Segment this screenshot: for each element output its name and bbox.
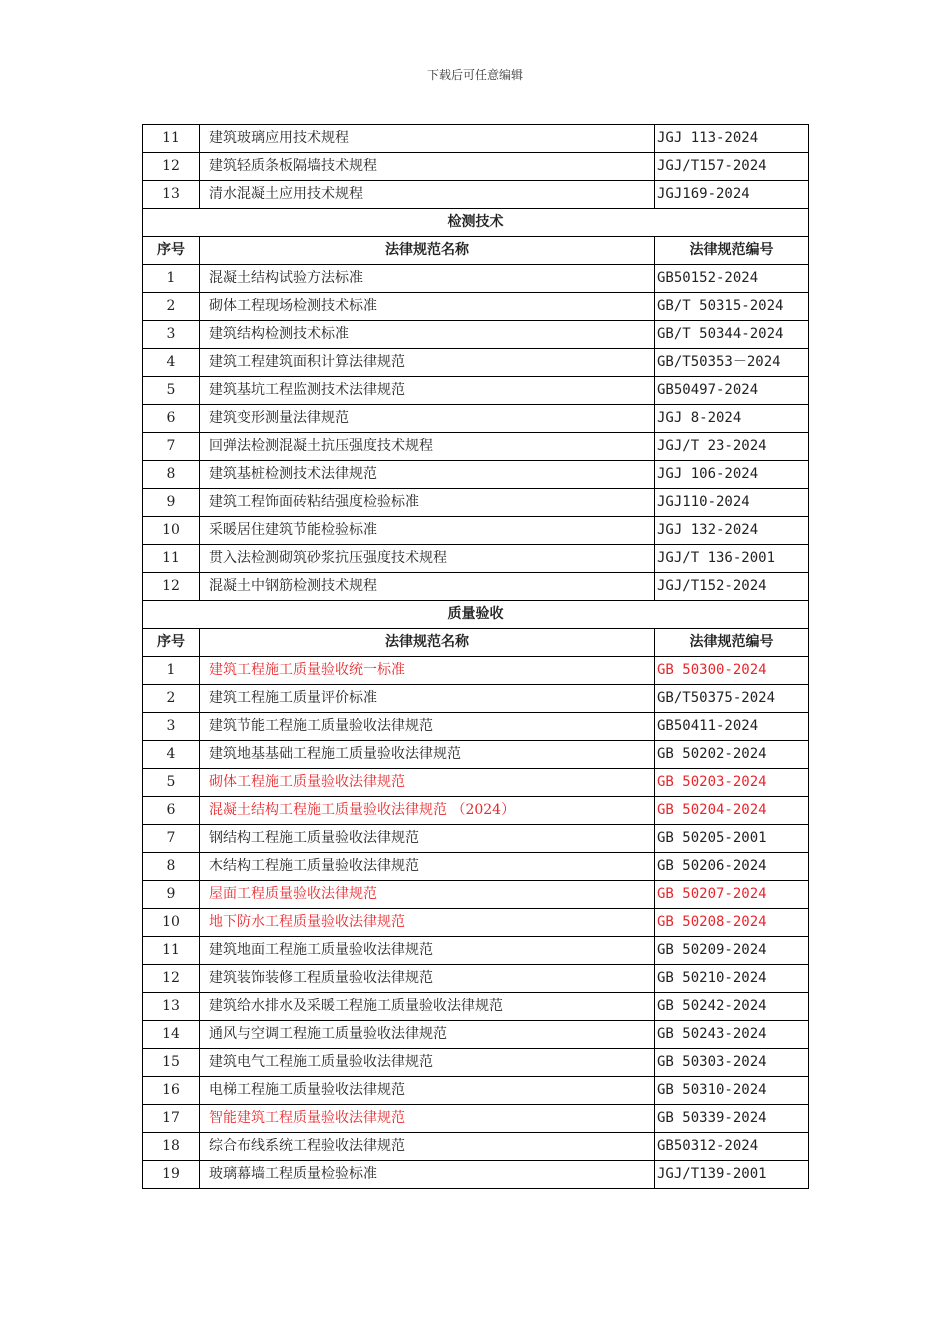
row-number: 16 <box>143 1077 200 1105</box>
standard-code: GB50312-2024 <box>655 1133 809 1161</box>
standard-name: 建筑工程建筑面积计算法律规范 <box>200 349 655 377</box>
table-row <box>143 181 809 209</box>
table-row <box>143 1161 809 1189</box>
standard-name: 通风与空调工程施工质量验收法律规范 <box>200 1021 655 1049</box>
standard-name: 建筑电气工程施工质量验收法律规范 <box>200 1049 655 1077</box>
row-number: 14 <box>143 1021 200 1049</box>
table-row <box>143 405 809 433</box>
standard-code: GB 50205-2001 <box>655 825 809 853</box>
standard-code: GB50497-2024 <box>655 377 809 405</box>
header-code: 法律规范编号 <box>655 237 809 265</box>
row-number: 19 <box>143 1161 200 1189</box>
row-number: 8 <box>143 461 200 489</box>
row-number: 10 <box>143 517 200 545</box>
standard-code: GB/T50375-2024 <box>655 685 809 713</box>
standard-name: 混凝土结构工程施工质量验收法律规范 （2024） <box>200 797 655 825</box>
standard-code: JGJ110-2024 <box>655 489 809 517</box>
row-number: 13 <box>143 181 200 209</box>
standard-name: 建筑基坑工程监测技术法律规范 <box>200 377 655 405</box>
standard-code: GB/T 50344-2024 <box>655 321 809 349</box>
standard-name: 采暖居住建筑节能检验标准 <box>200 517 655 545</box>
standard-code: GB 50208-2024 <box>655 909 809 937</box>
row-number: 3 <box>143 321 200 349</box>
standard-name: 建筑变形测量法律规范 <box>200 405 655 433</box>
standard-code: JGJ/T 136-2001 <box>655 545 809 573</box>
row-number: 4 <box>143 349 200 377</box>
row-number: 6 <box>143 797 200 825</box>
standard-code: GB50152-2024 <box>655 265 809 293</box>
row-number: 11 <box>143 937 200 965</box>
table-row <box>143 1133 809 1161</box>
table-row <box>143 797 809 825</box>
standard-code: GB 50203-2024 <box>655 769 809 797</box>
table-row <box>143 573 809 601</box>
section-title: 质量验收 <box>143 601 809 629</box>
row-number: 6 <box>143 405 200 433</box>
table-row <box>143 125 809 153</box>
standard-name: 建筑地面工程施工质量验收法律规范 <box>200 937 655 965</box>
standard-code: GB 50300-2024 <box>655 657 809 685</box>
table-row <box>143 545 809 573</box>
table-row <box>143 741 809 769</box>
standard-name: 建筑轻质条板隔墙技术规程 <box>200 153 655 181</box>
standards-table <box>142 124 809 1189</box>
standard-name: 建筑节能工程施工质量验收法律规范 <box>200 713 655 741</box>
standard-code: JGJ 8-2024 <box>655 405 809 433</box>
standard-name: 建筑结构检测技术标准 <box>200 321 655 349</box>
standard-name: 电梯工程施工质量验收法律规范 <box>200 1077 655 1105</box>
table-row <box>143 489 809 517</box>
row-number: 12 <box>143 153 200 181</box>
standard-code: GB50411-2024 <box>655 713 809 741</box>
row-number: 2 <box>143 685 200 713</box>
table-row <box>143 349 809 377</box>
standard-code: GB 50243-2024 <box>655 1021 809 1049</box>
standard-name: 建筑地基基础工程施工质量验收法律规范 <box>200 741 655 769</box>
standard-name: 建筑工程施工质量验收统一标准 <box>200 657 655 685</box>
table-row <box>143 937 809 965</box>
standard-code: JGJ/T139-2001 <box>655 1161 809 1189</box>
row-number: 9 <box>143 881 200 909</box>
table-row <box>143 993 809 1021</box>
standard-code: GB 50310-2024 <box>655 1077 809 1105</box>
standard-name: 木结构工程施工质量验收法律规范 <box>200 853 655 881</box>
standard-code: JGJ 106-2024 <box>655 461 809 489</box>
standard-name: 建筑玻璃应用技术规程 <box>200 125 655 153</box>
page-header-note: 下载后可任意编辑 <box>426 68 523 82</box>
standard-name: 综合布线系统工程验收法律规范 <box>200 1133 655 1161</box>
standard-name: 清水混凝土应用技术规程 <box>200 181 655 209</box>
standard-name: 贯入法检测砌筑砂浆抗压强度技术规程 <box>200 545 655 573</box>
table-row <box>143 377 809 405</box>
table-row <box>143 909 809 937</box>
row-number: 5 <box>143 377 200 405</box>
standard-name: 建筑工程施工质量评价标准 <box>200 685 655 713</box>
table-row <box>143 713 809 741</box>
table-row <box>143 293 809 321</box>
table-row <box>143 153 809 181</box>
standard-code: GB 50206-2024 <box>655 853 809 881</box>
standard-code: JGJ 113-2024 <box>655 125 809 153</box>
header-number: 序号 <box>143 629 200 657</box>
standard-name: 建筑基桩检测技术法律规范 <box>200 461 655 489</box>
section-title: 检测技术 <box>143 209 809 237</box>
standard-name: 地下防水工程质量验收法律规范 <box>200 909 655 937</box>
table-row <box>143 517 809 545</box>
standard-code: GB 50242-2024 <box>655 993 809 1021</box>
standard-code: GB 50202-2024 <box>655 741 809 769</box>
standard-name: 屋面工程质量验收法律规范 <box>200 881 655 909</box>
row-number: 8 <box>143 853 200 881</box>
row-number: 12 <box>143 573 200 601</box>
standard-name: 智能建筑工程质量验收法律规范 <box>200 1105 655 1133</box>
table-row <box>143 1049 809 1077</box>
table-row <box>143 685 809 713</box>
standard-code: GB 50207-2024 <box>655 881 809 909</box>
standard-name: 混凝土中钢筋检测技术规程 <box>200 573 655 601</box>
header-number: 序号 <box>143 237 200 265</box>
row-number: 18 <box>143 1133 200 1161</box>
standard-name: 钢结构工程施工质量验收法律规范 <box>200 825 655 853</box>
column-header-row <box>143 237 809 265</box>
standard-code: JGJ169-2024 <box>655 181 809 209</box>
standard-name: 砌体工程现场检测技术标准 <box>200 293 655 321</box>
row-number: 1 <box>143 657 200 685</box>
table-row <box>143 825 809 853</box>
row-number: 5 <box>143 769 200 797</box>
row-number: 15 <box>143 1049 200 1077</box>
table-row <box>143 657 809 685</box>
standard-code: GB 50339-2024 <box>655 1105 809 1133</box>
row-number: 11 <box>143 545 200 573</box>
standard-code: GB 50303-2024 <box>655 1049 809 1077</box>
table-row <box>143 461 809 489</box>
standard-name: 建筑装饰装修工程质量验收法律规范 <box>200 965 655 993</box>
standard-code: GB 50204-2024 <box>655 797 809 825</box>
standard-name: 建筑工程饰面砖粘结强度检验标准 <box>200 489 655 517</box>
section-title-row <box>143 601 809 629</box>
table-row <box>143 1105 809 1133</box>
column-header-row <box>143 629 809 657</box>
standard-code: GB 50209-2024 <box>655 937 809 965</box>
row-number: 7 <box>143 433 200 461</box>
row-number: 9 <box>143 489 200 517</box>
table-row <box>143 1021 809 1049</box>
standard-name: 砌体工程施工质量验收法律规范 <box>200 769 655 797</box>
table-row <box>143 853 809 881</box>
row-number: 17 <box>143 1105 200 1133</box>
standard-code: GB 50210-2024 <box>655 965 809 993</box>
standard-code: JGJ/T157-2024 <box>655 153 809 181</box>
table-row <box>143 321 809 349</box>
header-name: 法律规范名称 <box>200 629 655 657</box>
row-number: 7 <box>143 825 200 853</box>
row-number: 11 <box>143 125 200 153</box>
row-number: 13 <box>143 993 200 1021</box>
row-number: 1 <box>143 265 200 293</box>
row-number: 10 <box>143 909 200 937</box>
table-row <box>143 433 809 461</box>
standard-code: JGJ 132-2024 <box>655 517 809 545</box>
header-code: 法律规范编号 <box>655 629 809 657</box>
standard-code: GB/T50353－2024 <box>655 349 809 377</box>
table-row <box>143 769 809 797</box>
standard-name: 回弹法检测混凝土抗压强度技术规程 <box>200 433 655 461</box>
header-name: 法律规范名称 <box>200 237 655 265</box>
row-number: 3 <box>143 713 200 741</box>
table-row <box>143 265 809 293</box>
standard-code: JGJ/T 23-2024 <box>655 433 809 461</box>
row-number: 4 <box>143 741 200 769</box>
row-number: 12 <box>143 965 200 993</box>
standard-code: GB/T 50315-2024 <box>655 293 809 321</box>
standard-code: JGJ/T152-2024 <box>655 573 809 601</box>
standard-name: 混凝土结构试验方法标准 <box>200 265 655 293</box>
standard-name: 建筑给水排水及采暖工程施工质量验收法律规范 <box>200 993 655 1021</box>
standard-name: 玻璃幕墙工程质量检验标准 <box>200 1161 655 1189</box>
row-number: 2 <box>143 293 200 321</box>
table-row <box>143 965 809 993</box>
table-row <box>143 1077 809 1105</box>
section-title-row <box>143 209 809 237</box>
table-row <box>143 881 809 909</box>
